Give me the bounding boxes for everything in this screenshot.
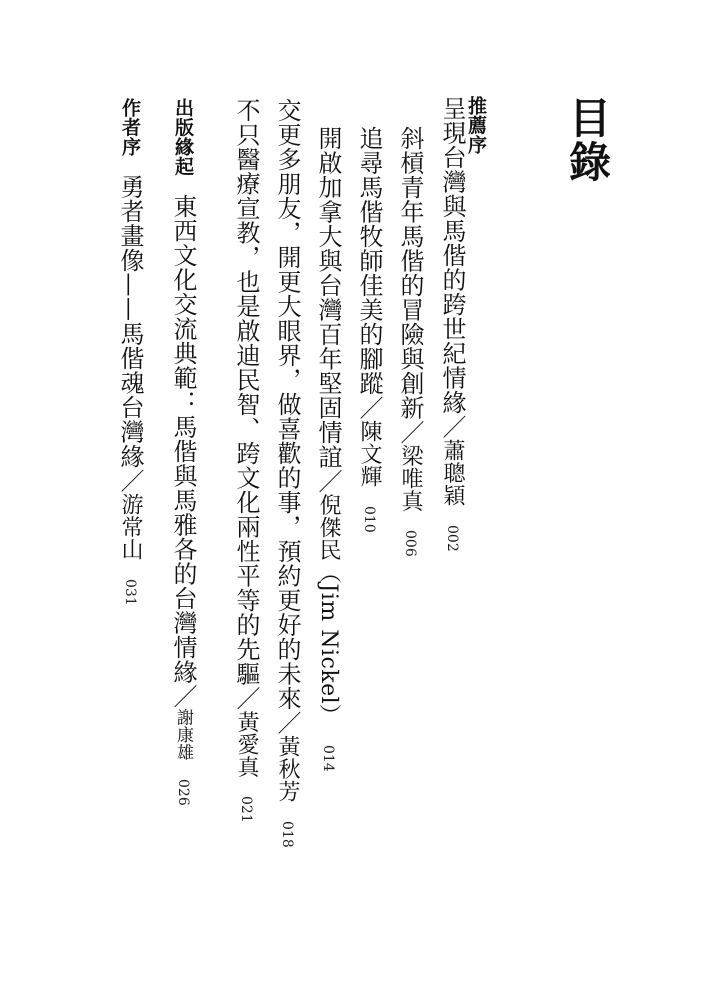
- section-label-publisher: 出版緣起: [172, 98, 194, 176]
- toc-entry-page: 026: [175, 779, 191, 806]
- toc-entry-4: [316, 126, 340, 771]
- toc-entry-text: 勇者畫像——馬偕魂台灣緣／: [116, 174, 144, 493]
- toc-entry-1: [440, 96, 488, 551]
- toc-entry-page: 018: [279, 820, 295, 848]
- toc-entry-2: [398, 126, 422, 557]
- toc-entry-3: [357, 126, 381, 532]
- section-label-recommend: 推薦序: [465, 96, 487, 155]
- toc-publisher-note: [171, 98, 195, 806]
- toc-entry-page: 010: [361, 505, 377, 533]
- toc-entry-page: 031: [122, 578, 138, 606]
- toc-entry-author: 梁唯真: [398, 444, 423, 512]
- toc-entry-author: 倪傑民（Jim Nickel）: [316, 493, 341, 727]
- toc-entry-author: 謝康雄: [173, 708, 193, 761]
- toc-entry-page: 002: [444, 524, 460, 552]
- toc-entry-author: 游常山: [118, 493, 143, 561]
- toc-entry-text: 開啟加拿大與台灣百年堅固情誼／: [314, 126, 342, 494]
- toc-entry-page: 021: [238, 796, 254, 823]
- toc-entry-page: 014: [320, 744, 336, 772]
- toc-entry-text: 東西文化交流典範：馬偕與馬雅各的台灣情緣／: [169, 194, 197, 709]
- toc-entry-text: 追尋馬偕牧師佳美的腳蹤／: [355, 126, 383, 420]
- toc-entry-6: [234, 98, 258, 823]
- section-label-author-preface: 作者序: [119, 98, 141, 157]
- toc-entry-5: [275, 98, 299, 847]
- toc-entry-text: 呈現台灣與馬偕的跨世紀情緣／: [438, 96, 466, 439]
- toc-entry-author: 蕭聰穎: [440, 439, 465, 507]
- toc-entry-author: 黃愛真: [234, 710, 259, 778]
- toc-entry-text: 不只醫療宣教，也是啟迪民智、跨文化兩性平等的先驅／: [232, 98, 260, 711]
- toc-entry-author: 陳文輝: [357, 420, 382, 488]
- toc-author-preface: [118, 98, 142, 605]
- page-title: 目錄: [563, 96, 612, 184]
- toc-entry-text: 斜槓青年馬偕的冒險與創新／: [396, 126, 424, 445]
- toc-entry-text: 交更多朋友，開更大眼界，做喜歡的事，預約更好的未來／: [273, 98, 301, 735]
- toc-entry-page: 006: [402, 530, 418, 557]
- toc-entry-author: 黃秋芳: [275, 735, 300, 803]
